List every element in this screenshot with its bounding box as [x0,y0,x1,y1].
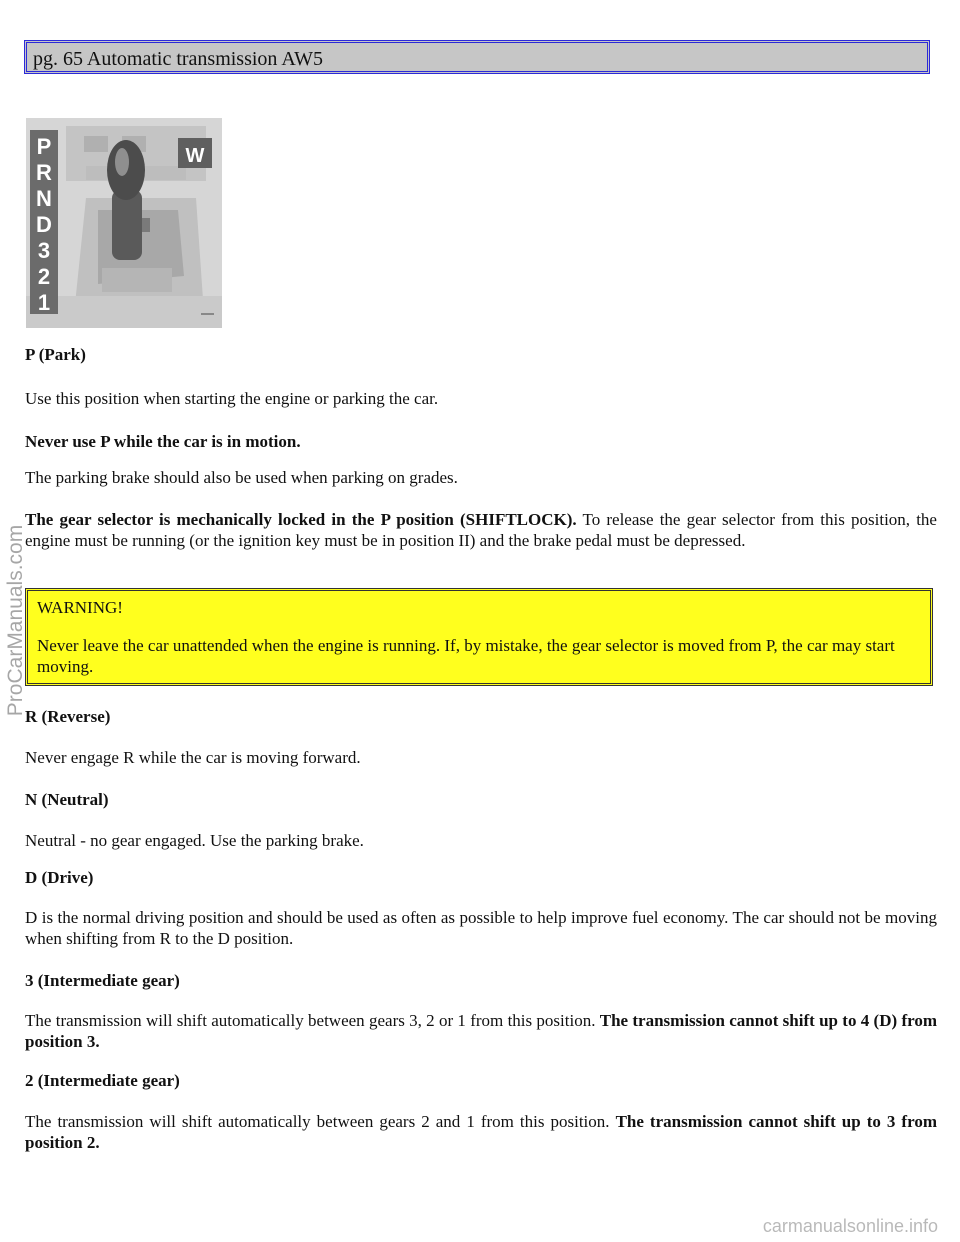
third-gear-text: The transmission will shift automatically between gears 3, 2 or 1 from this position. [25,1011,600,1030]
side-watermark-text: ProCarManuals.com [4,524,28,716]
park-heading: P (Park) [25,345,86,364]
second-gear-heading: 2 (Intermediate gear) [25,1071,180,1090]
gear-label-3: 3 [37,238,51,263]
shiftlock-paragraph [25,509,937,551]
second-gear-text: The transmission will shift automatically between gears 2 and 1 from this position. [25,1112,616,1131]
gear-selector-figure [26,118,222,328]
shiftlock-bold: The gear selector is mechanically locked in the P position (SHIFTLOCK). [25,510,577,529]
side-watermark [4,500,28,740]
gear-label-n: N [36,186,52,211]
bottom-watermark: carmanualsonline.info [762,1216,938,1236]
second-gear-paragraph [25,1111,937,1153]
drive-text: D is the normal driving position and should be used as often as possible to help improve fuel economy. The car should not be moving when shifting from R to the D position. [25,908,937,948]
park-brake-text: The parking brake should also be used when parking on grades. [25,468,458,487]
gear-label-r: R [36,160,52,185]
third-gear-bold: The transmission cannot shift up to 4 (D) from position 3. [25,1011,938,1051]
warning-box [25,588,933,686]
park-never-text: Never use P while the car is in motion. [25,432,301,451]
page-title: pg. 65 Automatic transmission AW5 [33,48,324,70]
reverse-heading: R (Reverse) [25,707,111,726]
park-text: Use this position when starting the engine or parking the car. [25,389,439,408]
gear-label-p: P [36,134,52,159]
reverse-text: Never engage R while the car is moving forward. [25,748,361,767]
page-header [24,40,930,74]
second-gear-bold: The transmission cannot shift up to 3 from position 2. [25,1112,937,1152]
shiftlock-text: To release the gear selector from this position, the engine must be running (or the ignition key must be in position II) and the brake pedal must be depressed. [25,510,937,550]
mode-badge-w: W [185,145,205,167]
neutral-text: Neutral - no gear engaged. Use the parking brake. [25,831,364,850]
third-gear-heading: 3 (Intermediate gear) [25,971,180,990]
gear-label-d: D [36,212,52,237]
gear-label-1: 1 [37,290,51,315]
gear-selector-photo-icon [26,118,222,328]
warning-title: WARNING! [37,598,123,617]
third-gear-paragraph [25,1010,937,1052]
neutral-heading: N (Neutral) [25,790,109,809]
drive-heading: D (Drive) [25,868,94,887]
warning-text: Never leave the car unattended when the engine is running. If, by mistake, the gear selector is moved from P, the car may start moving. [37,636,895,676]
gear-label-2: 2 [37,264,51,289]
